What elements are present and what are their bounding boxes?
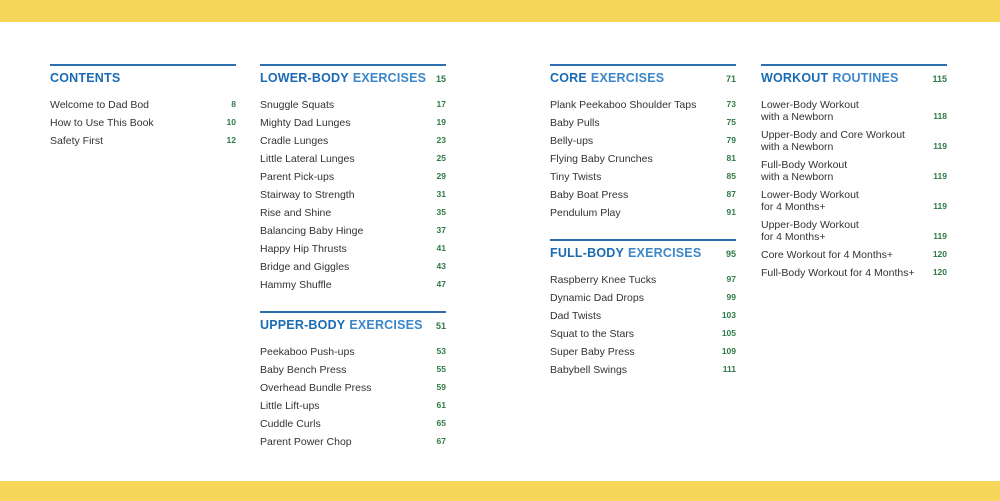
toc-entry[interactable]	[761, 93, 947, 123]
toc-entry[interactable]	[550, 111, 736, 129]
toc-entry[interactable]	[260, 129, 446, 147]
toc-entry-title-line: Parent Power Chop	[260, 436, 352, 448]
toc-entry-title	[761, 129, 905, 153]
toc-entry-title-line: Safety First	[50, 135, 104, 147]
toc-entry[interactable]	[550, 165, 736, 183]
toc-entry-page-number: 109	[721, 346, 736, 356]
toc-entry[interactable]	[550, 340, 736, 358]
toc-entry-page-number: 87	[726, 189, 736, 199]
toc-entry-title	[550, 135, 593, 147]
toc-entry-title	[50, 135, 103, 147]
toc-entry-page-number: 91	[726, 207, 736, 217]
toc-section	[50, 64, 236, 147]
toc-entry-page-number: 105	[721, 328, 736, 338]
section-title-secondary: EXERCISES	[628, 246, 702, 260]
toc-entry-title-line: Happy Hip Thrusts	[260, 243, 347, 255]
toc-entry-title	[260, 99, 334, 111]
toc-entry-page-number: 81	[726, 153, 736, 163]
toc-section	[550, 64, 736, 219]
toc-entry-page-number: 97	[726, 274, 736, 284]
toc-entry-title-line: Overhead Bundle Press	[260, 382, 372, 394]
toc-entry-title-line: with a Newborn	[761, 141, 834, 153]
toc-entry-page-number: 17	[436, 99, 446, 109]
toc-entry[interactable]	[260, 340, 446, 358]
toc-entry[interactable]	[260, 273, 446, 291]
section-title-secondary: EXERCISES	[590, 71, 665, 85]
section-title	[260, 318, 423, 332]
toc-entry[interactable]	[761, 123, 947, 153]
section-title	[50, 71, 124, 85]
toc-entry-page-number: 8	[231, 99, 236, 109]
toc-entry-title-line: Hammy Shuffle	[260, 279, 332, 291]
top-yellow-band	[0, 0, 1000, 22]
toc-entry-title	[50, 99, 149, 111]
toc-entry-title-line: How to Use This Book	[50, 117, 154, 129]
toc-entry-title	[761, 159, 847, 183]
section-title-primary: CONTENTS	[50, 71, 121, 85]
section-title-primary: LOWER-BODY	[260, 71, 349, 85]
section-title	[761, 71, 899, 85]
toc-entry-page-number: 59	[436, 382, 446, 392]
section-page-number: 71	[725, 74, 736, 84]
toc-section	[260, 64, 446, 291]
toc-column	[50, 64, 236, 167]
toc-entry-page-number: 75	[726, 117, 736, 127]
toc-entry-page-number: 111	[722, 364, 736, 374]
toc-section	[550, 239, 736, 376]
toc-entry-page-number: 61	[436, 400, 446, 410]
section-title-primary: CORE	[550, 71, 587, 85]
toc-entry[interactable]	[761, 213, 947, 243]
toc-entry-page-number: 35	[436, 207, 446, 217]
toc-entry-title	[550, 189, 628, 201]
section-page-number: 95	[725, 249, 736, 259]
toc-entry-title-line: Upper-Body and Core Workout	[761, 129, 905, 141]
section-heading[interactable]	[260, 311, 446, 340]
toc-entry-title-line: Snuggle Squats	[260, 99, 335, 111]
toc-column	[550, 64, 736, 396]
toc-entry[interactable]	[260, 376, 446, 394]
toc-entry-page-number: 12	[226, 135, 236, 145]
toc-entry-title	[260, 436, 352, 448]
toc-entry[interactable]	[260, 147, 446, 165]
toc-entry-page-number: 43	[436, 261, 446, 271]
toc-entry-title	[260, 153, 355, 165]
toc-entry-title	[260, 418, 321, 430]
toc-entry-title-line: Full-Body Workout	[761, 159, 848, 171]
toc-entry-title	[550, 171, 601, 183]
section-page-number: 51	[435, 321, 446, 331]
toc-entry-page-number: 41	[436, 243, 446, 253]
toc-entry[interactable]	[550, 183, 736, 201]
toc-entry[interactable]	[260, 201, 446, 219]
toc-entry[interactable]	[50, 129, 236, 147]
toc-entry-title-line: Rise and Shine	[260, 207, 332, 219]
toc-entry-page-number: 19	[436, 117, 446, 127]
toc-entry-title	[761, 249, 893, 261]
toc-entry-title-line: Super Baby Press	[550, 346, 635, 358]
section-title-primary: WORKOUT	[761, 71, 829, 85]
toc-entry-page-number: 79	[726, 135, 736, 145]
toc-entry-title-line: Stairway to Strength	[260, 189, 355, 201]
toc-entry-page-number: 47	[436, 279, 446, 289]
toc-entry-title-line: Mighty Dad Lunges	[260, 117, 351, 129]
toc-entry-title-line: Baby Pulls	[550, 117, 600, 129]
toc-entry-title-line: Full-Body Workout for 4 Months+	[761, 267, 915, 279]
section-title-primary: UPPER-BODY	[260, 318, 346, 332]
toc-entry[interactable]	[260, 111, 446, 129]
toc-entry-page-number: 55	[436, 364, 446, 374]
toc-entry-title	[550, 99, 696, 111]
toc-entry-title	[550, 346, 635, 358]
toc-entry-page-number: 99	[726, 292, 736, 302]
toc-entry-page-number: 120	[932, 267, 947, 277]
toc-entry[interactable]	[260, 237, 446, 255]
toc-entry[interactable]	[260, 430, 446, 448]
toc-entry-title	[550, 292, 644, 304]
toc-entry-title	[550, 153, 653, 165]
toc-entry-title-line: Baby Bench Press	[260, 364, 347, 376]
toc-entry[interactable]	[550, 322, 736, 340]
toc-section	[761, 64, 947, 279]
toc-entry[interactable]	[550, 147, 736, 165]
toc-entry-title-line: Dad Twists	[550, 310, 602, 322]
toc-entry-title	[260, 189, 355, 201]
section-title	[260, 71, 426, 85]
toc-entry-title-line: Little Lateral Lunges	[260, 153, 355, 165]
toc-entry-page-number: 53	[436, 346, 446, 356]
toc-entry-title	[260, 400, 320, 412]
toc-entry-page-number: 119	[933, 231, 947, 241]
toc-entry[interactable]	[550, 268, 736, 286]
toc-entry-title	[550, 207, 621, 219]
toc-entry-title-line: for 4 Months+	[761, 201, 826, 213]
toc-entry-title-line: Lower-Body Workout	[761, 189, 859, 201]
toc-entry[interactable]	[550, 286, 736, 304]
toc-entry-page-number: 25	[436, 153, 446, 163]
toc-entry-title	[260, 382, 371, 394]
toc-entry-title-line: Balancing Baby Hinge	[260, 225, 364, 237]
section-heading[interactable]	[550, 64, 736, 93]
toc-entry-title	[761, 267, 915, 279]
toc-entry[interactable]	[550, 201, 736, 219]
toc-entry-title-line: Cradle Lunges	[260, 135, 329, 147]
toc-entry[interactable]	[550, 358, 736, 376]
toc-entry[interactable]	[50, 111, 236, 129]
toc-entry[interactable]	[260, 255, 446, 273]
toc-entry-title-line: Flying Baby Crunches	[550, 153, 653, 165]
toc-entry-title	[260, 364, 346, 376]
toc-entry-title-line: Tiny Twists	[550, 171, 602, 183]
toc-entry-page-number: 65	[436, 418, 446, 428]
section-heading[interactable]	[260, 64, 446, 93]
toc-entry-title	[260, 243, 347, 255]
toc-entry-title-line: Squat to the Stars	[550, 328, 635, 340]
section-page-number: 15	[435, 74, 446, 84]
section-title-secondary: ROUTINES	[832, 71, 899, 85]
toc-entry-title-line: Cuddle Curls	[260, 418, 321, 430]
toc-entry-title-line: Upper-Body Workout	[761, 219, 859, 231]
toc-entry-title	[260, 207, 331, 219]
toc-entry-title-line: Belly-ups	[550, 135, 594, 147]
toc-entry-title	[761, 189, 859, 213]
section-title-secondary: EXERCISES	[349, 318, 423, 332]
bottom-yellow-band	[0, 481, 1000, 501]
toc-entry-title	[260, 117, 350, 129]
toc-entry-title	[260, 135, 328, 147]
toc-entry-page-number: 37	[436, 225, 446, 235]
toc-entry-title-line: Little Lift-ups	[260, 400, 320, 412]
toc-entry[interactable]	[761, 261, 947, 279]
toc-entry-title-line: Plank Peekaboo Shoulder Taps	[550, 99, 697, 111]
toc-entry[interactable]	[761, 153, 947, 183]
toc-entry-title-line: Raspberry Knee Tucks	[550, 274, 657, 286]
toc-entry-title	[550, 364, 627, 376]
toc-entry-title-line: Bridge and Giggles	[260, 261, 350, 273]
toc-entry[interactable]	[260, 93, 446, 111]
toc-entry[interactable]	[260, 394, 446, 412]
toc-section	[260, 311, 446, 448]
toc-entry[interactable]	[260, 412, 446, 430]
toc-entry-title	[260, 279, 332, 291]
toc-entry[interactable]	[260, 165, 446, 183]
toc-entry[interactable]	[550, 129, 736, 147]
toc-entry[interactable]	[260, 183, 446, 201]
toc-entry-page-number: 120	[932, 249, 947, 259]
toc-entry-title	[761, 99, 859, 123]
toc-entry-title	[550, 274, 656, 286]
toc-entry-title-line: with a Newborn	[761, 111, 834, 123]
toc-entry-page-number: 85	[726, 171, 736, 181]
toc-entry-page-number: 118	[933, 111, 947, 121]
toc-entry-title-line: Parent Pick-ups	[260, 171, 335, 183]
toc-column	[260, 64, 446, 468]
toc-entry[interactable]	[260, 219, 446, 237]
section-heading[interactable]	[50, 64, 236, 93]
toc-entry[interactable]	[550, 304, 736, 322]
section-title-primary: FULL-BODY	[550, 246, 625, 260]
toc-entry-page-number: 119	[933, 171, 947, 181]
toc-entry-page-number: 119	[933, 201, 947, 211]
section-heading[interactable]	[761, 64, 947, 93]
section-title-secondary: EXERCISES	[352, 71, 427, 85]
toc-entry-title	[550, 328, 634, 340]
toc-entry-title-line: Pendulum Play	[550, 207, 621, 219]
toc-entry-title-line: Peekaboo Push-ups	[260, 346, 355, 358]
toc-entry-page-number: 29	[436, 171, 446, 181]
toc-entry-title	[260, 225, 363, 237]
toc-entry-page-number: 67	[436, 436, 446, 446]
toc-entry-title	[50, 117, 154, 129]
toc-entry-title-line: with a Newborn	[761, 171, 834, 183]
toc-entry-title-line: Lower-Body Workout	[761, 99, 859, 111]
toc-entry-title-line: Babybell Swings	[550, 364, 628, 376]
section-title	[550, 246, 701, 260]
toc-entry[interactable]	[260, 358, 446, 376]
toc-entry-title	[260, 346, 355, 358]
toc-column	[761, 64, 947, 299]
toc-entry[interactable]	[761, 183, 947, 213]
toc-entry-page-number: 31	[436, 189, 446, 199]
toc-entry-title-line: Welcome to Dad Bod	[50, 99, 150, 111]
toc-entry-title-line: Dynamic Dad Drops	[550, 292, 644, 304]
toc-entry-page-number: 73	[726, 99, 736, 109]
toc-entry-page-number: 23	[436, 135, 446, 145]
section-title	[550, 71, 664, 85]
toc-entry-page-number: 103	[721, 310, 736, 320]
toc-entry[interactable]	[550, 93, 736, 111]
toc-entry-title	[550, 310, 601, 322]
section-page-number: 115	[932, 74, 947, 84]
toc-entry-page-number: 10	[226, 117, 236, 127]
toc-entry-title	[761, 219, 859, 243]
toc-entry-title	[260, 171, 334, 183]
toc-entry-title-line: for 4 Months+	[761, 231, 826, 243]
toc-entry-title-line: Core Workout for 4 Months+	[761, 249, 893, 261]
section-heading[interactable]	[550, 239, 736, 268]
toc-entry-title-line: Baby Boat Press	[550, 189, 629, 201]
toc-entry[interactable]	[50, 93, 236, 111]
toc-entry-title	[550, 117, 600, 129]
toc-entry-page-number: 119	[933, 141, 947, 151]
toc-entry[interactable]	[761, 243, 947, 261]
toc-entry-title	[260, 261, 349, 273]
